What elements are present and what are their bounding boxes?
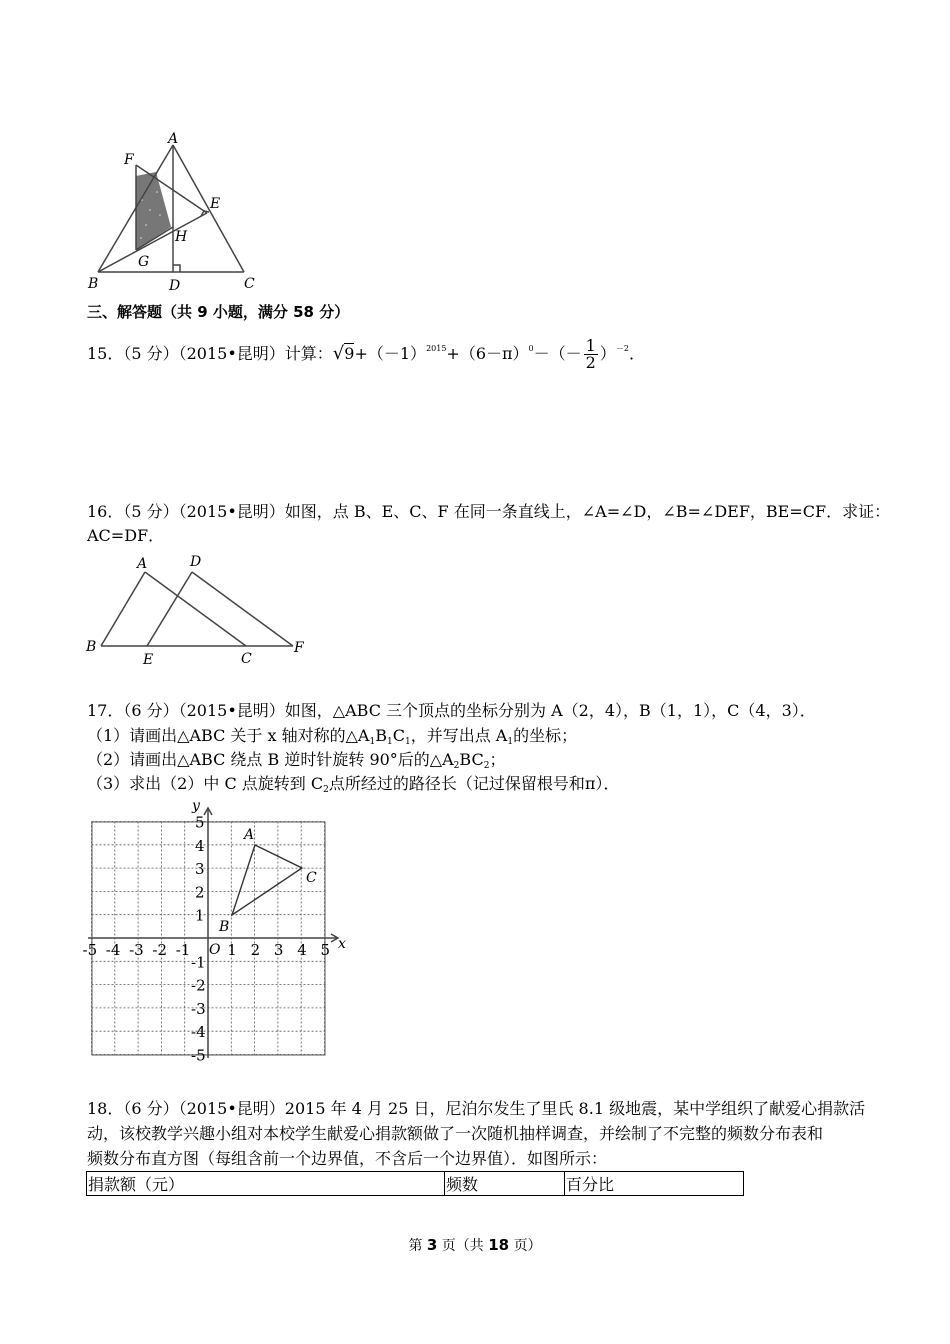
header-percentage: 百分比 xyxy=(565,1172,744,1196)
x-tick-label: 5 xyxy=(320,941,331,959)
figure-q14 xyxy=(80,128,260,296)
sqrt-sign: √ xyxy=(332,343,345,364)
y-tick-label: -4 xyxy=(191,1023,206,1042)
q18-line3: 频数分布直方图（每组含前一个边界值，不含后一个边界值）．如图所示： xyxy=(87,1149,608,1168)
header-frequency: 频数 xyxy=(445,1172,565,1196)
y-tick-label: 1 xyxy=(195,906,205,925)
q16-label-b: B xyxy=(86,639,97,655)
footer-page-number: 3 xyxy=(426,1236,438,1254)
q15-fraction xyxy=(584,338,598,371)
q15-exp3: －2 xyxy=(615,344,629,353)
header-donation-amount: 捐款额（元） xyxy=(87,1172,445,1196)
label-g: G xyxy=(138,254,150,270)
y-axis-label: y xyxy=(192,798,200,814)
triangle-abc-grid xyxy=(232,845,302,915)
origin-label: O xyxy=(209,942,221,958)
q17-line3 xyxy=(87,750,505,776)
q15-term1: +（－1） xyxy=(354,344,427,363)
x-axis-label: x xyxy=(338,936,346,952)
x-tick-label: -4 xyxy=(105,941,121,959)
sub-1: 1 xyxy=(404,737,411,747)
q15-radicand: 9 xyxy=(344,344,355,363)
q17-line2-b: B xyxy=(375,726,387,745)
q17-line4-a: （3）求出（2）中 C 点旋转到 C xyxy=(87,774,324,793)
x-tick-label: -1 xyxy=(175,941,191,959)
q15-term5: ． xyxy=(628,344,645,363)
q15-prefix: 15．（5 分）（2015•昆明）计算： xyxy=(87,344,333,363)
label-b: B xyxy=(88,276,99,292)
y-tick-label: -5 xyxy=(191,1046,206,1065)
q17-line2-a: （1）请画出△ABC 关于 x 轴对称的△A xyxy=(87,726,370,745)
table-header-row xyxy=(87,1172,744,1196)
question-15 xyxy=(87,337,645,371)
q17-line2-e: 的坐标； xyxy=(513,726,578,745)
y-tick-label: 4 xyxy=(195,836,205,855)
x-tick-label: 1 xyxy=(227,941,237,959)
x-tick-label: -2 xyxy=(152,941,168,959)
q16-label-f: F xyxy=(294,640,304,656)
x-tick-label: 2 xyxy=(250,941,261,959)
y-tick-label: -3 xyxy=(191,999,206,1018)
label-c: C xyxy=(244,276,255,292)
label-h: H xyxy=(175,229,188,245)
sub-2: 2 xyxy=(453,761,460,771)
point-label-b: B xyxy=(219,919,230,935)
q16-label-a: A xyxy=(137,556,148,572)
triangle-abc xyxy=(98,145,244,272)
x-tick-label: -3 xyxy=(129,941,144,959)
q17-line3-a: （2）请画出△ABC 绕点 B 逆时针旋转 90°后的△A xyxy=(87,750,454,769)
x-tick-label: -5 xyxy=(82,941,98,959)
q18-line2: 动，该校教学兴趣小组对本校学生献爱心捐款额做了一次随机抽样调查，并绘制了不完整的频数分布表和 xyxy=(87,1124,824,1143)
label-f: F xyxy=(124,152,134,168)
label-e: E xyxy=(210,196,221,212)
section-heading: 三、解答题（共 9 小题，满分 58 分） xyxy=(87,303,350,321)
x-tick-label: 3 xyxy=(273,941,284,959)
q16-label-c: C xyxy=(241,651,252,667)
q17-line2 xyxy=(87,726,577,752)
y-tick-label: -1 xyxy=(191,953,206,972)
q17-line3-c: ； xyxy=(489,750,506,769)
q17-line3-b: BC xyxy=(459,750,484,769)
sub-1: 1 xyxy=(369,737,376,747)
y-tick-label: 2 xyxy=(195,883,205,902)
q17-line4-b: 点所经过的路径长（记过保留根号和π）． xyxy=(328,774,620,793)
footer-total-pages: 18 xyxy=(488,1236,510,1254)
sub-2: 2 xyxy=(483,761,490,771)
q15-exp2: 0 xyxy=(528,344,534,353)
q15-frac-den: 2 xyxy=(585,353,596,372)
coordinate-grid xyxy=(80,795,360,1067)
q15-exp1: 2015 xyxy=(426,344,447,353)
page-footer xyxy=(0,1235,950,1256)
q16-label-e: E xyxy=(143,652,154,668)
y-tick-label: 3 xyxy=(195,860,205,879)
footer-pre: 第 xyxy=(408,1238,423,1254)
footer-post: 页） xyxy=(513,1238,542,1254)
sub-1: 1 xyxy=(386,737,393,747)
axes xyxy=(88,808,338,1058)
q16-line1: 16．（5 分）（2015•昆明）如图，点 B、E、C、F 在同一条直线上，∠A=∠D，∠B=∠DEF，BE=CF．求证： xyxy=(87,502,891,521)
label-d: D xyxy=(169,278,181,294)
figure-q16 xyxy=(82,550,312,670)
footer-mid: 页（共 xyxy=(441,1238,484,1254)
q15-term4: ） xyxy=(599,344,616,363)
q15-term3: －（－ xyxy=(533,344,582,363)
q17-line2-c: C xyxy=(392,726,405,745)
point-label-c: C xyxy=(306,870,317,886)
y-tick-label: 5 xyxy=(195,813,205,832)
q15-frac-num: 1 xyxy=(585,336,596,355)
q15-term2: +（6－π） xyxy=(446,344,529,363)
sub-2: 2 xyxy=(323,785,329,795)
y-tick-label: -2 xyxy=(191,976,206,995)
q16-label-d: D xyxy=(190,554,202,570)
frequency-table xyxy=(86,1171,744,1196)
q18-line1: 18．（6 分）（2015•昆明）2015 年 4 月 25 日，尼泊尔发生了里氏 8.1 级地震，某中学组织了献爱心捐款活 xyxy=(87,1099,866,1118)
label-a: A xyxy=(168,131,179,147)
point-label-a: A xyxy=(244,827,255,843)
q16-line2: AC=DF． xyxy=(87,526,165,545)
q17-line1: 17．（6 分）（2015•昆明）如图，△ABC 三个顶点的坐标分别为 A（2，4），B（1，1），C（4，3）． xyxy=(87,701,816,720)
sub-1: 1 xyxy=(507,737,514,747)
x-tick-label: 4 xyxy=(297,941,307,959)
q17-line2-d: ，并写出点 A xyxy=(410,726,508,745)
